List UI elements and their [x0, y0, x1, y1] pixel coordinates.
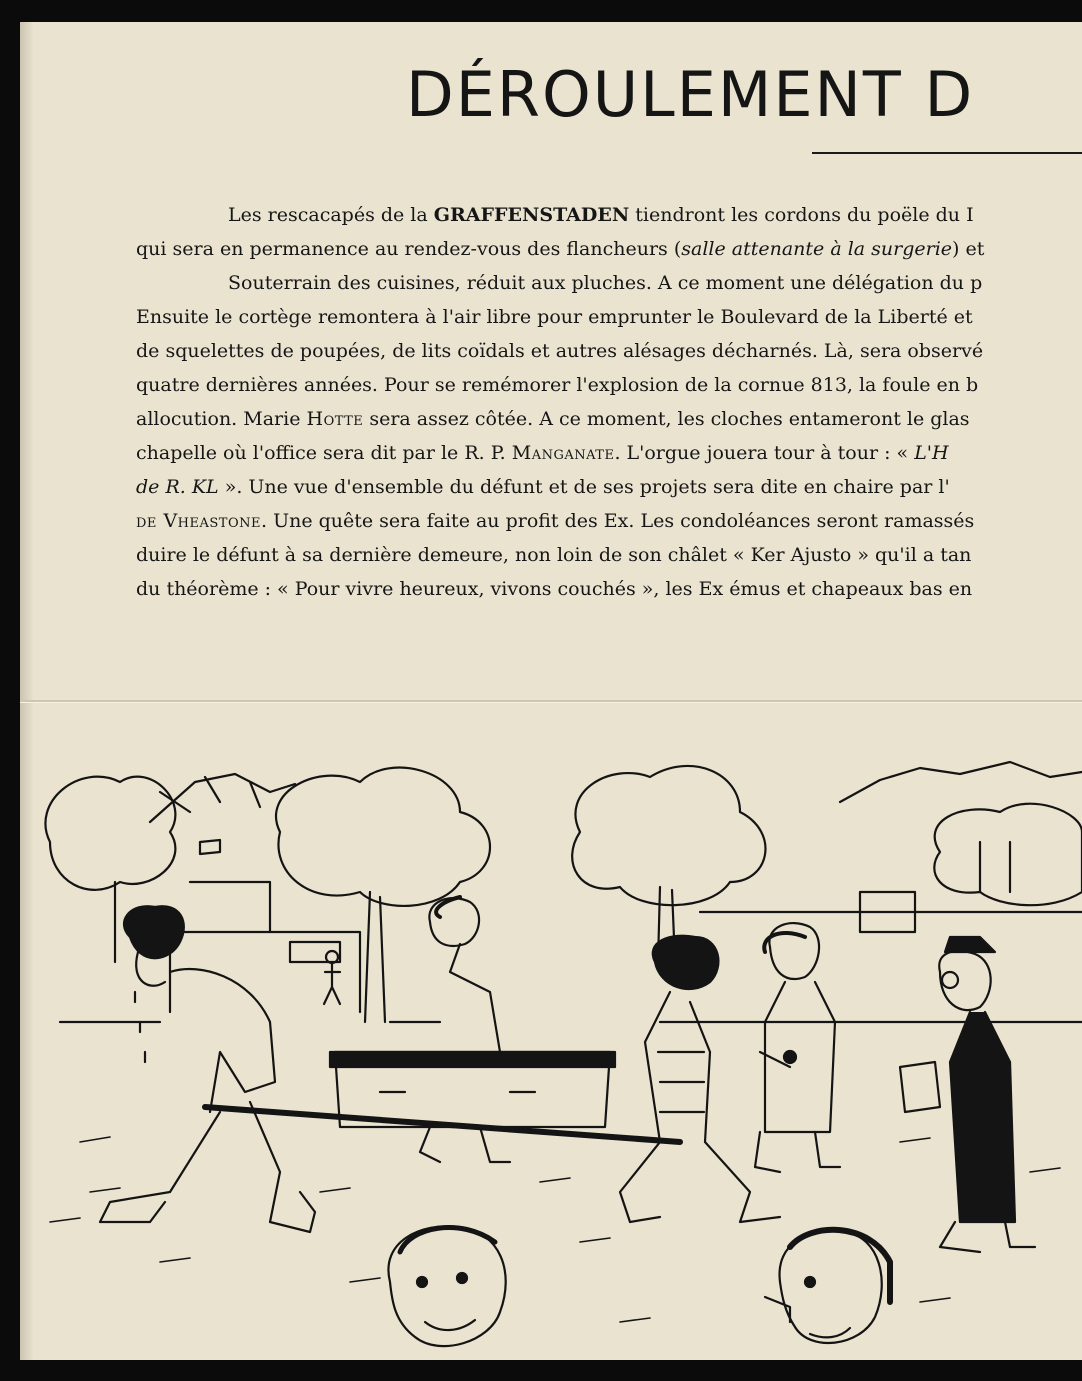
paper-fold-line [20, 700, 1082, 702]
text-line-9: de R. KL ». Une vue d'ensemble du défunt et de ses projets sera dite en chaire par l' [136, 476, 950, 498]
text-line-3: Souterrain des cuisines, réduit aux pluches. A ce moment une délégation du p [228, 272, 983, 294]
page-title: DÉROULEMENT D [406, 58, 975, 131]
document-sheet [20, 22, 1082, 1360]
tree-center-left [276, 768, 490, 1022]
carrying-pole [205, 1107, 680, 1142]
coffin [330, 1052, 615, 1127]
text-line-10: de Vheastone. Une quête sera faite au profit des Ex. Les condoléances seront ramassés [136, 510, 975, 532]
mountain-range [150, 762, 1082, 822]
ground-hatching [50, 1137, 1060, 1322]
text-line-5: de squelettes de poupées, de lits coïdals et autres alésages décharnés. Là, sera observé [136, 340, 984, 362]
text-line-2: qui sera en permanence au rendez-vous des flancheurs (salle attenante à la surgerie) et [136, 238, 985, 260]
title-underline [812, 152, 1082, 154]
text-line-4: Ensuite le cortège remontera à l'air libre pour emprunter le Boulevard de la Liberté et [136, 306, 973, 328]
tree-right [934, 804, 1082, 905]
text-line-1: Les rescacapés de la GRAFFENSTADEN tiendront les cordons du poële du I [228, 204, 974, 226]
factory-building-right [700, 842, 1082, 932]
caricature-face-right [765, 1230, 890, 1343]
funeral-procession-illustration [20, 722, 1082, 1360]
man-in-coat [755, 923, 840, 1172]
tree-center [572, 766, 765, 962]
caricature-face-left [388, 1226, 505, 1346]
text-line-12: du théorème : « Pour vivre heureux, vivons couchés », les Ex émus et chapeaux bas en [136, 578, 973, 600]
pallbearer-front [100, 906, 315, 1232]
text-line-8: chapelle où l'office sera dit par le R. P. Manganate. L'orgue jouera tour à tour : « L'H [136, 442, 949, 464]
priest [900, 937, 1035, 1252]
pallbearer-rear [620, 936, 780, 1222]
text-line-11: duire le défunt à sa dernière demeure, non loin de son châlet « Ker Ajusto » qu'il a tan [136, 544, 972, 566]
distant-figure [324, 951, 340, 1004]
text-line-6: quatre dernières années. Pour se remémorer l'explosion de la cornue 813, la foule en b [136, 374, 979, 396]
text-line-7: allocution. Marie Hotte sera assez côtée. A ce moment, les cloches entameront le glas [136, 408, 970, 430]
